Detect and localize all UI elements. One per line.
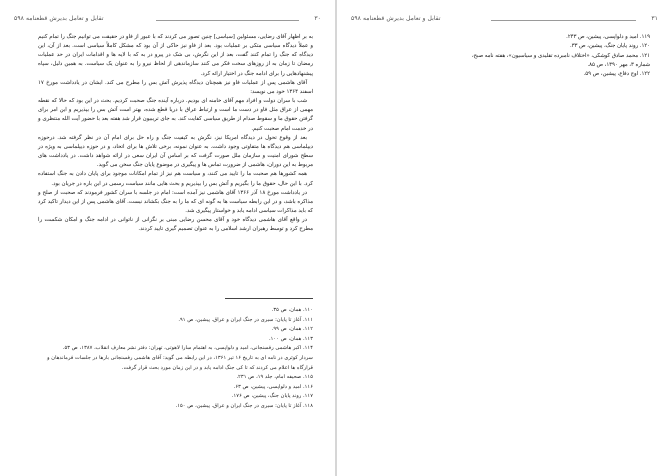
footnote: ۱۱۹. امید و دلواپسی، پیشین، ص ۲۴۳. (566, 34, 650, 40)
left-page-header (14, 15, 321, 27)
body-paragraph: شب با سران دولت و افراد مهم آقای خامنه ای بودیم. درباره آینده جنگ صحبت کردیم. بحث در این بود که حالا که نقطه مهمی از عراق مثل فاو در دست ما است و ارتباط عراق با دریا قطع شده، بهتر است آتش بس را بپذیریم و این امر برای گرفتن حقوق ما و سقوط صدام از طریق سیاسی کفایت کند. به جای تریبیون قرار شد هفته بعد با حضور آیت الله منتظری و در خدمت امام صحبت کنیم. (38, 98, 313, 132)
body-paragraph: در یادداشت مورخ ۱۸ آذر ۱۳۶۶ آقای هاشمی نیز آمده است: امام در جلسه با سران کشور فرمودند که صحبت از صلح و مذاکره باشد، و در این رابطه سیاست ها به گونه ای که ما را به جنگ بکشاند نیست. آقای هاشمی پس از این دیدار تاکید کرد که باید مذاکرات سیاسی ادامه یابد و خواستار پیگیری شد. (38, 189, 313, 214)
footnote: ۱۱۱. آغاز تا پایان: سیری در جنگ ایران و عراق. پیشین، ص ۹۱. (178, 316, 313, 323)
left-page (0, 0, 335, 476)
left-footnotes (38, 306, 313, 412)
right-running-title: تقابل و تعامل بدیرش قطعنامه ۵۹۸ (351, 15, 441, 22)
footnote: ۱۱۷. روند پایان جنگ، پیشین، ص ۱۷۶. (231, 393, 313, 400)
footnote: ۱۱۶. امید و دلواپسی، پیشین، ص ۶۳. (233, 383, 313, 390)
body-paragraph: به بر اظهار آقای رضایی، مسئولین [سیاسی] چنین تصور می کردند که با عبور از فاو در حقیقت می توانیم جنگ را تمام کنیم و عملاً دیدگاه سیاسی متکی بر عملیات بود. بعد از فاو نیز حاکی از آن بود که مشکل کاملاً سیاسی است. بعد از آن، این دیدگاه که جنگ را تمام کنند گفت، بعد از این نگرش، بی شک در پیرو در به که با لایه ها و اقدامات ایران در حد عملیات رمضان تا زمان به از روزهای سخت فکر می کنند سازماندهی از لحاظ نیرو را به عنوان یک سیاست. به همین دلیل، سپاه پیشنهادهایی را برای ادامه جنگ در اختیار ارائه کرد. (38, 34, 313, 77)
right-header-rule (491, 20, 636, 21)
left-body-text (38, 33, 313, 234)
left-running-title: تقابل و تعامل بدیرش قطعنامه ۵۹۸ (14, 15, 104, 22)
footnote: ۱۱۵. صحیفه امام، جلد ۱۹، ص ۲۳۱. (236, 374, 313, 381)
body-paragraph: در واقع آقای هاشمی دیدگاه خود و آقای محسن رضایی مبنی بر نگرانی از ناتوانی در ادامه جنگ و امکان شکست را مطرح کرد و توسط رهبران ارشد اسلامی را به عنوان تصمیم گیری تایید کردند. (38, 217, 313, 233)
left-page-number: ۳۰ (314, 15, 321, 22)
right-page-number: ۳۱ (651, 15, 658, 22)
footnote: ۱۲۱. محمد صادق کوشکی، «اختلاف نامبرده تقلیدی و سیاسیون»، هفته نامه صبح، شماره ۳، مهر ۱۳۹۰، ص ۸۵. (471, 52, 650, 68)
right-footnotes (457, 33, 650, 79)
right-page (337, 0, 672, 476)
footnote: سردار کوثری در نامه ای به تاریخ ۱۶ تیر ۱۳۶۱، در این رابطه می گوید: آقای هاشمی رفسنجانی بارها در جلسات فرماندهان و قرارگاه ها اعلام می کردند که تا کی جنگ ادامه یابد و در این زمان مورد بحث قرار گرفت. (47, 354, 313, 371)
left-header-rule (156, 20, 299, 21)
footnote: ۱۱۴. اکبر هاشمی رفسنجانی، امید و دلواپسی، به اهتمام سارا لاهوتی، تهران: دفتر نشر معارف انقلاب، ۱۳۸۷، ص ۵۳. (62, 345, 313, 352)
footnote-separator (225, 298, 313, 299)
body-paragraph: آقای هاشمی پس از عملیات فاو نیز همچنان دیدگاه پذیرش آتش بس را مطرح می کند. ایشان در یادداشت مورخ ۱۷ اسفند ۱۳۶۴ خود می نویسد: (38, 79, 313, 95)
footnote: ۱۱۳. همان، ص ۱۰۰. (268, 335, 313, 342)
footnote: ۱۱۸. آغاز تا پایان: سیری در جنگ ایران و عراق. پیشین، ص ۱۵۰. (175, 402, 313, 409)
body-paragraph: همه کشورها هم صحبت ما را تایید می کنند، و سیاست هم نیز از تمام امکانات موجود برای پایان دادن به جنگ استفاده کرد. با این حال، حقوق ما را بگیریم و آتش بس را بپذیریم و بحث هایی مانند سیاست رسمی در این باره در جریان بود. (38, 171, 313, 187)
footnote: ۱۲۰. روند پایان جنگ، پیشین، ص ۳۳. (569, 43, 650, 50)
footnote: ۱۱۲. همان، ص ۹۹. (271, 326, 313, 333)
body-paragraph: بعد از وقوع تحول در دیدگاه امریکا نیز، نگرش به کیفیت جنگ و راه حل برای امام آن در نظر گرفته شد. درحوزه دیپلماسی هم دیدگاه ها متفاوتی وجود داشت. به عنوان نمونه، برخی تلاش ها برای اتحاد، و در حوزه دیپلماسی به ویژه در سطح شورای امنیت و سازمان ملل صورت گرفت که بر اساس آن ایران سعی در ارائه شواهد داشت. در یادداشت های مربوط به این دوران، هاشمی از ضرورت تماس ها و پیگیری در موضوع پایان جنگ سخن می گوید. (38, 134, 313, 169)
footnote: ۱۲۲. اوج دفاع، پیشین، ص ۵۹. (583, 71, 650, 78)
right-page-header (351, 15, 658, 27)
footnote: ۱۱۰. همان، ص ۳۵. (271, 307, 313, 313)
